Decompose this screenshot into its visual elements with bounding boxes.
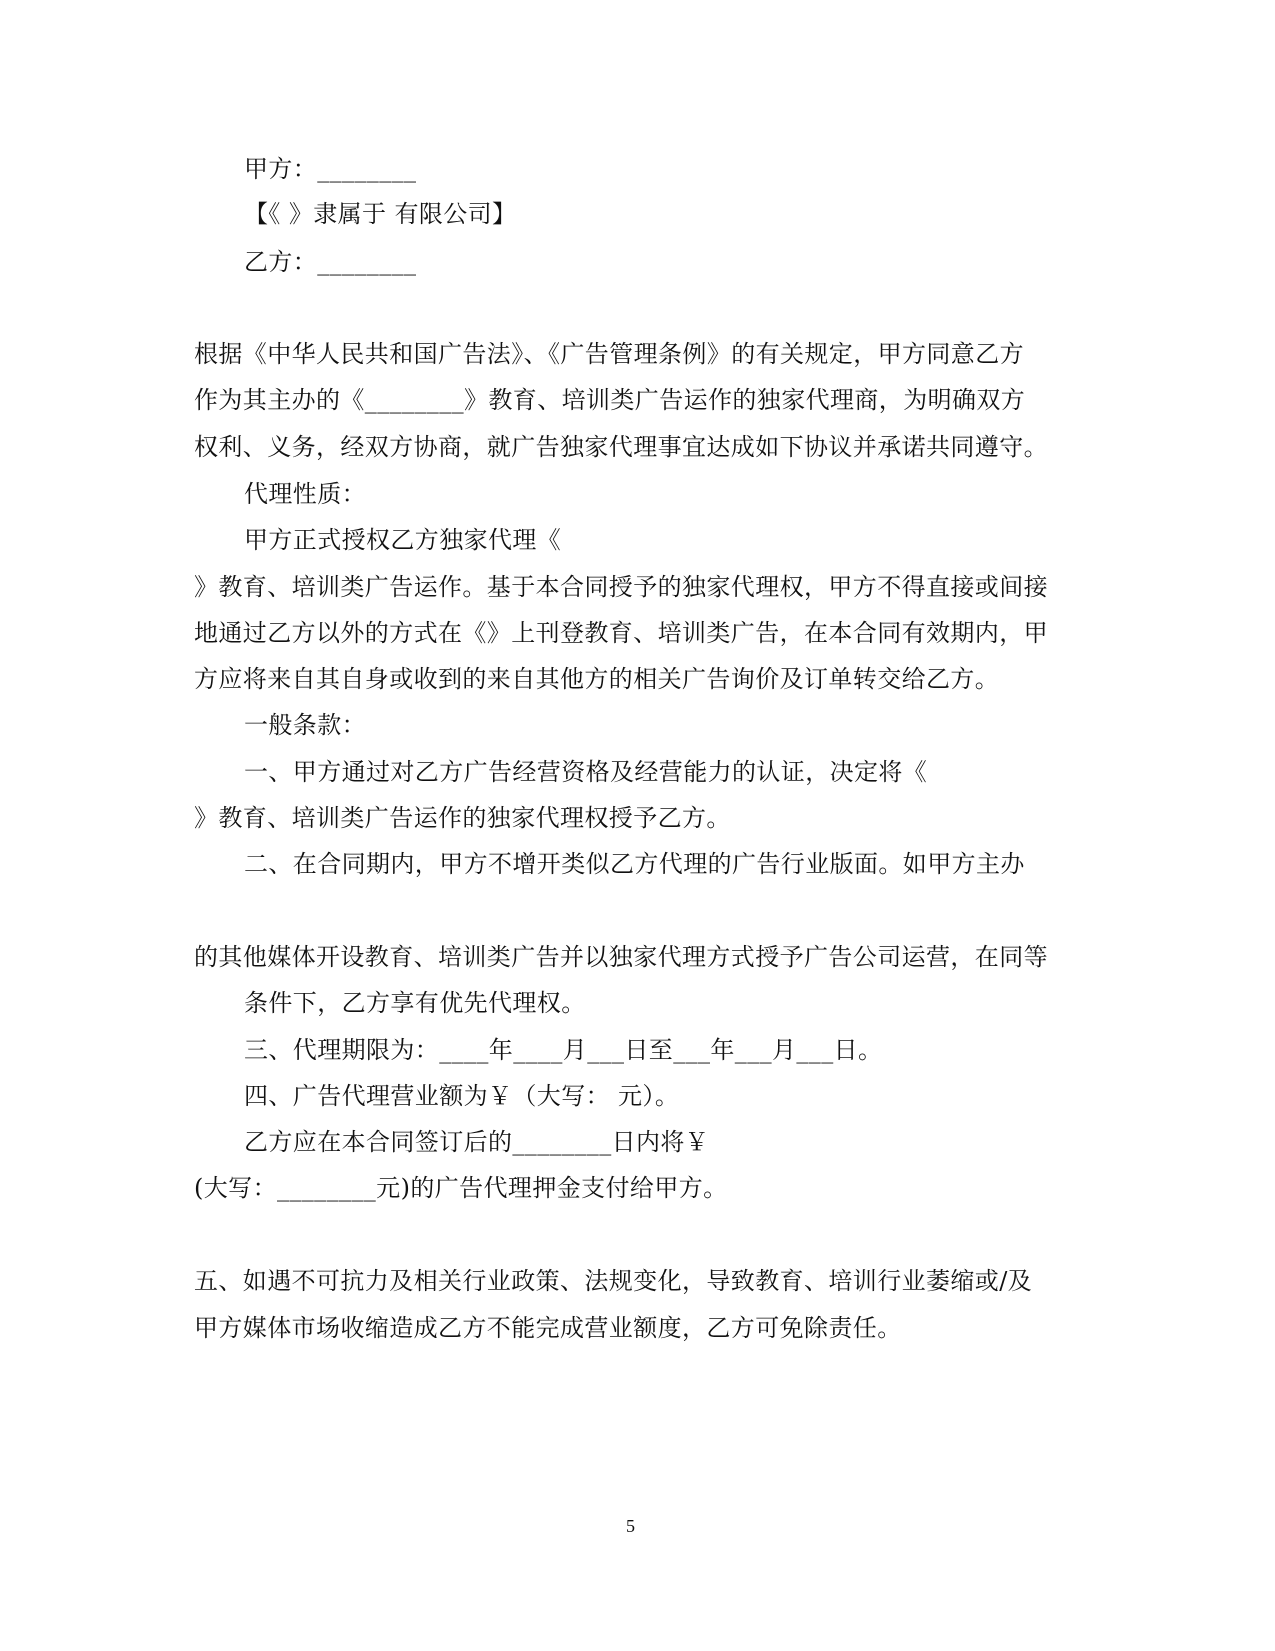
clause-2-line-3: 条件下，乙方享有优先代理权。	[244, 989, 586, 1017]
agency-nature-line-3: 地通过乙方以外的方式在《》上刊登教育、培训类广告，在本合同有效期内，甲	[194, 619, 1048, 647]
deposit-line-2: (大写：________元)的广告代理押金支付给甲方。	[194, 1174, 728, 1202]
clause-5-line-1: 五、如遇不可抗力及相关行业政策、法规变化，导致教育、培训行业萎缩或/及	[194, 1267, 1033, 1295]
preamble-line-3: 权利、义务，经双方协商，就广告独家代理事宜达成如下协议并承诺共同遵守。	[194, 433, 1048, 461]
agency-nature-line-2: 》教育、培训类广告运作。基于本合同授予的独家代理权，甲方不得直接或间接	[194, 573, 1048, 601]
clause-1-line-2: 》教育、培训类广告运作的独家代理权授予乙方。	[194, 804, 731, 832]
agency-nature-line-1: 甲方正式授权乙方独家代理《	[244, 526, 562, 554]
clause-2-line-1: 二、在合同期内，甲方不增开类似乙方代理的广告行业版面。如甲方主办	[244, 850, 1025, 878]
clause-2-line-2: 的其他媒体开设教育、培训类广告并以独家代理方式授予广告公司运营，在同等	[194, 943, 1048, 971]
section-heading-agency-nature: 代理性质：	[244, 480, 366, 508]
party-a-line: 甲方：________	[244, 155, 417, 183]
clause-3-line: 三、代理期限为：____年____月___日至___年___月___日。	[244, 1036, 883, 1064]
clause-4-line: 四、广告代理营业额为￥（大写： 元）。	[244, 1082, 680, 1110]
preamble-line-1: 根据《中华人民共和国广告法》、《广告管理条例》的有关规定，甲方同意乙方	[194, 340, 1024, 368]
section-heading-general-terms: 一般条款：	[244, 711, 366, 739]
clause-5-line-2: 甲方媒体市场收缩造成乙方不能完成营业额度，乙方可免除责任。	[194, 1314, 902, 1342]
agency-nature-line-4: 方应将来自其自身或收到的来自其他方的相关广告询价及订单转交给乙方。	[194, 665, 1000, 693]
affiliation-line: 【《 》隶属于 有限公司】	[244, 200, 517, 228]
page-number: 5	[626, 1516, 635, 1536]
deposit-line-1: 乙方应在本合同签订后的________日内将￥	[244, 1128, 710, 1156]
preamble-line-2: 作为其主办的《________》教育、培训类广告运作的独家代理商，为明确双方	[194, 386, 1026, 414]
clause-1-line-1: 一、甲方通过对乙方广告经营资格及经营能力的认证，决定将《	[244, 758, 928, 786]
party-b-line: 乙方：________	[244, 248, 417, 276]
